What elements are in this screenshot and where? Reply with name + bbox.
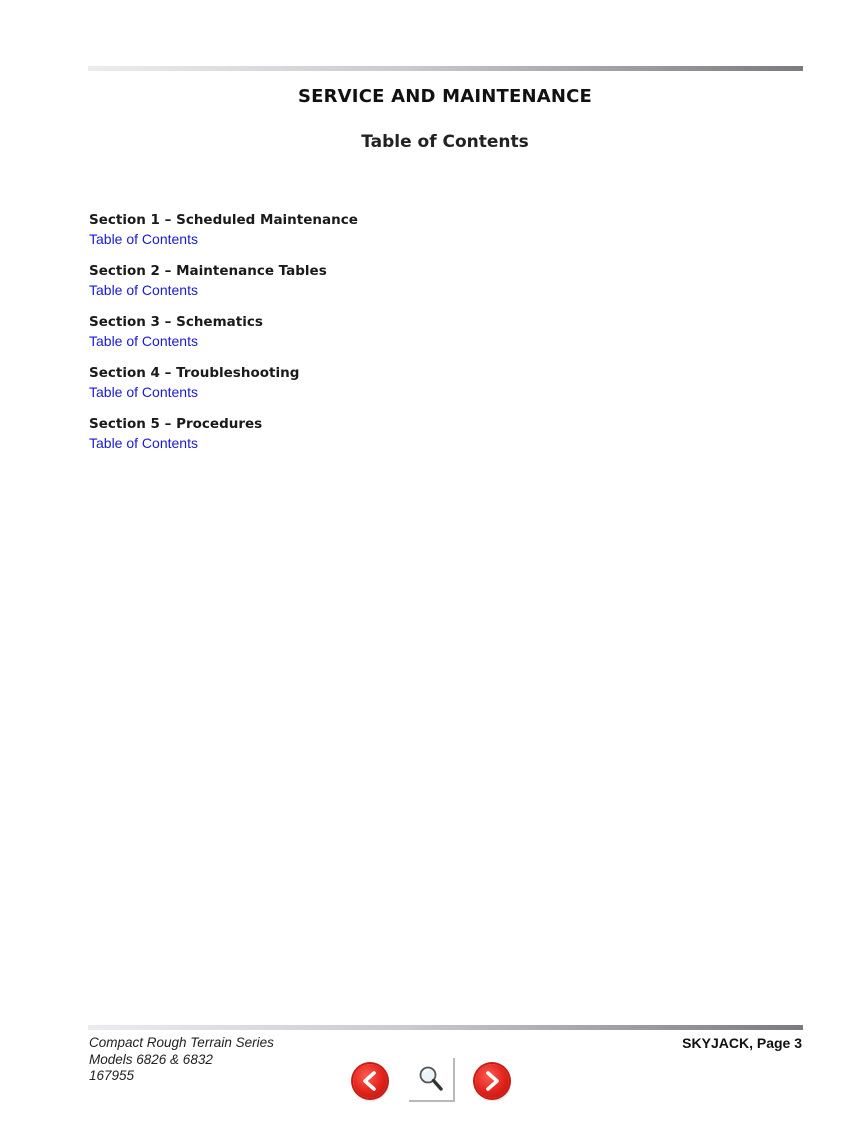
previous-page-button[interactable] bbox=[353, 1064, 387, 1098]
footer-series: Compact Rough Terrain Series bbox=[89, 1035, 274, 1050]
footer-doc-info bbox=[89, 1035, 274, 1085]
chevron-right-icon bbox=[475, 1064, 509, 1098]
section-toc-link[interactable]: Table of Contents bbox=[89, 282, 198, 298]
section-toc-link[interactable]: Table of Contents bbox=[89, 435, 198, 451]
footer-rule bbox=[88, 1025, 803, 1030]
section-heading: Section 5 – Procedures bbox=[89, 416, 263, 432]
search-button[interactable] bbox=[409, 1058, 455, 1102]
section-heading: Section 1 – Scheduled Maintenance bbox=[89, 212, 358, 228]
page-subtitle: Table of Contents bbox=[361, 132, 529, 152]
section-list bbox=[89, 212, 589, 467]
section-heading: Section 3 – Schematics bbox=[89, 314, 263, 330]
section-heading: Section 2 – Maintenance Tables bbox=[89, 263, 327, 279]
footer-models: Models 6826 & 6832 bbox=[89, 1051, 213, 1067]
section-toc-link[interactable]: Table of Contents bbox=[89, 333, 198, 349]
header-rule bbox=[88, 66, 803, 71]
section-toc-link[interactable]: Table of Contents bbox=[89, 384, 198, 400]
section-entry-2 bbox=[89, 263, 589, 314]
section-entry-3 bbox=[89, 314, 589, 365]
section-entry-5 bbox=[89, 416, 589, 467]
page-title: SERVICE AND MAINTENANCE bbox=[297, 86, 593, 107]
section-heading: Section 4 – Troubleshooting bbox=[89, 365, 300, 381]
section-entry-1 bbox=[89, 212, 589, 263]
next-page-button[interactable] bbox=[475, 1064, 509, 1098]
section-toc-link[interactable]: Table of Contents bbox=[89, 231, 198, 247]
footer-page-label: SKYJACK, Page 3 bbox=[682, 1035, 802, 1051]
footer-doc-number: 167955 bbox=[89, 1068, 135, 1083]
section-entry-4 bbox=[89, 365, 589, 416]
magnifier-icon bbox=[417, 1064, 445, 1094]
chevron-left-icon bbox=[353, 1064, 387, 1098]
